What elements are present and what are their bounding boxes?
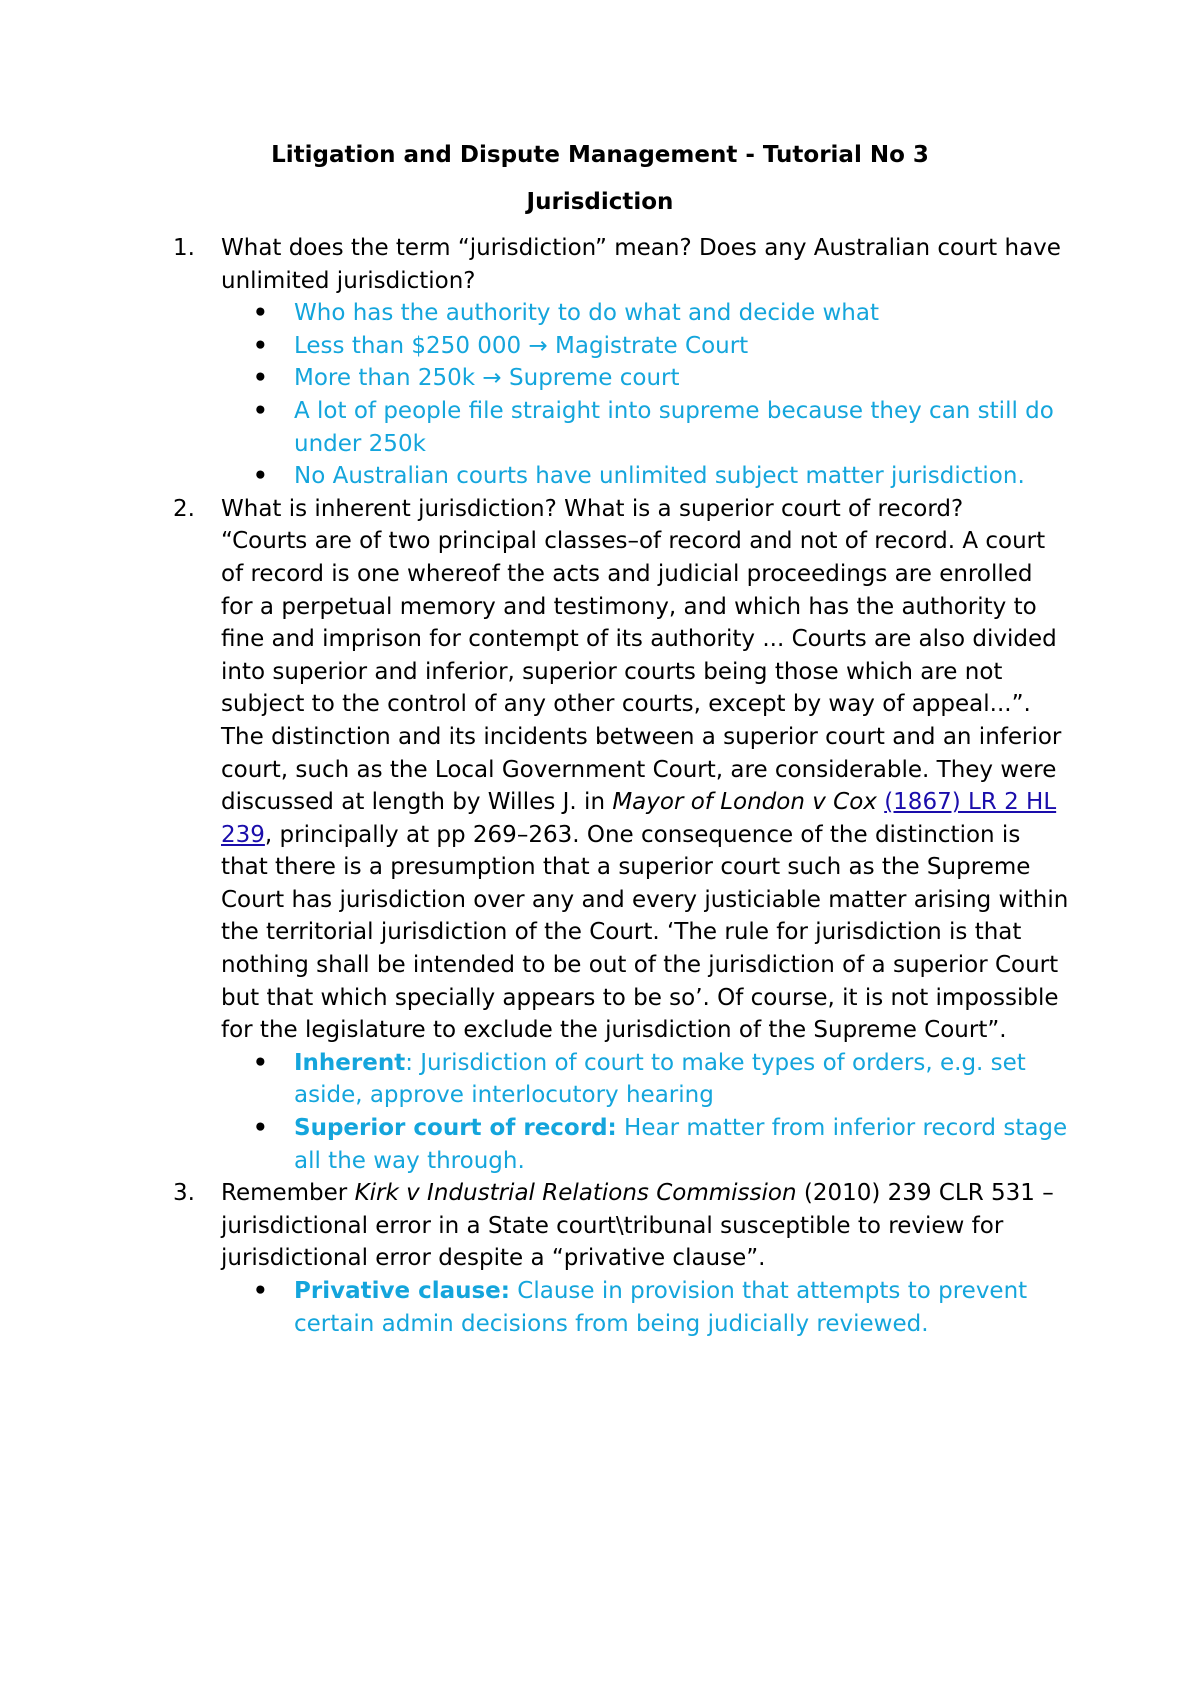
question-text-part: Remember — [221, 1180, 355, 1207]
note-text: Hear matter from inferior record stage all the way through. — [294, 1115, 1068, 1174]
note-text: A lot of people file straight into supreme because they can still do under 250k — [294, 397, 1054, 457]
answer-note — [253, 460, 1074, 493]
question-text: What is inherent jurisdiction? What is a superior court of record? — [221, 495, 964, 522]
case-name: Kirk v Industrial Relations Commission — [354, 1180, 797, 1207]
document-subtitle: Jurisdiction — [526, 189, 674, 215]
note-text: Who has the authority to do what and decide what — [294, 300, 879, 327]
answer-notes — [221, 1275, 1071, 1340]
bullet-icon: • — [253, 463, 268, 490]
answer-note — [253, 297, 1074, 330]
bullet-icon: • — [253, 332, 268, 359]
bullet-icon: • — [253, 1115, 268, 1142]
note-text: Less than $250 000 → Magistrate Court — [294, 332, 749, 359]
answer-note — [253, 330, 1074, 363]
question-text-part: (2010) 239 CLR 531 – jurisdictional error in a State court\tribunal susceptible to review for jurisdictional error despite a “privative clause”. — [221, 1180, 1054, 1272]
bullet-icon: • — [253, 1049, 268, 1076]
note-term: Privative clause: — [294, 1278, 510, 1304]
note-term: Inherent — [294, 1049, 406, 1076]
note-text: No Australian courts have unlimited subject matter jurisdiction. — [294, 463, 1025, 490]
question-number: 3. — [173, 1180, 195, 1207]
question-number: 1. — [173, 235, 195, 261]
answer-note — [253, 1275, 1074, 1340]
question-number: 2. — [173, 495, 195, 522]
note-term: Superior court of record: — [294, 1115, 617, 1142]
quoted-passage: “Courts are of two principal classes–of record and not of record. A court of record is one whereof the acts and judicial proceedings are enrolled for a perpetual memory and testimony, and which has the authority to fine and imprison for contempt of its authority ... Courts are also divided into superior and inferior, superior courts being those which are not subject to the control of any other courts, except by way of appeal...”. — [221, 528, 1057, 718]
bullet-icon: • — [253, 365, 268, 392]
bullet-icon: • — [253, 300, 268, 327]
answer-notes — [221, 297, 1071, 493]
discussion-paragraph — [221, 721, 1071, 1047]
paragraph-text: The distinction and its incidents between a superior court and an inferior court, such as the Local Government Court, are considerable. They were discussed at length by Willes J. in — [221, 723, 1062, 816]
question-1 — [173, 232, 1071, 493]
question-2 — [173, 493, 1071, 1177]
note-text: Clause in provision that attempts to prevent certain admin decisions from being judicially reviewed. — [294, 1278, 1028, 1337]
question-list — [0, 232, 1200, 1340]
case-name: Mayor of London v Cox — [612, 789, 877, 816]
document-title: Litigation and Dispute Management - Tutorial No 3 — [271, 142, 929, 168]
question-text: What does the term “jurisdiction” mean? Does any Australian court have unlimited jurisdiction? — [221, 235, 1061, 294]
note-text: More than 250k → Supreme court — [294, 365, 680, 392]
answer-notes — [221, 1047, 1071, 1177]
paragraph-text: , principally at pp 269–263. One consequence of the distinction is that there is a presumption that a superior court such as the Supreme Court has jurisdiction over any and every justiciable matter arising within the territorial jurisdiction of the Court. ‘The rule for jurisdiction is that nothing shall be intended to be out of the jurisdiction of a superior Court but that which specially appears to be so’. Of course, it is not impossible for the legislature to exclude the jurisdiction of the Supreme Court”. — [221, 821, 1069, 1044]
bullet-icon: • — [253, 397, 268, 424]
answer-note — [253, 362, 1074, 395]
answer-note — [253, 1047, 1074, 1112]
answer-note — [253, 395, 1074, 460]
note-text: : Jurisdiction of court to make types of orders, e.g. set aside, approve interlocutory hearing — [294, 1049, 1026, 1109]
bullet-icon: • — [253, 1278, 268, 1304]
citation-link[interactable]: (1867) LR 2 HL 239 — [221, 789, 1057, 848]
question-text — [221, 1177, 1071, 1275]
question-3 — [173, 1177, 1071, 1340]
answer-note — [253, 1112, 1074, 1177]
